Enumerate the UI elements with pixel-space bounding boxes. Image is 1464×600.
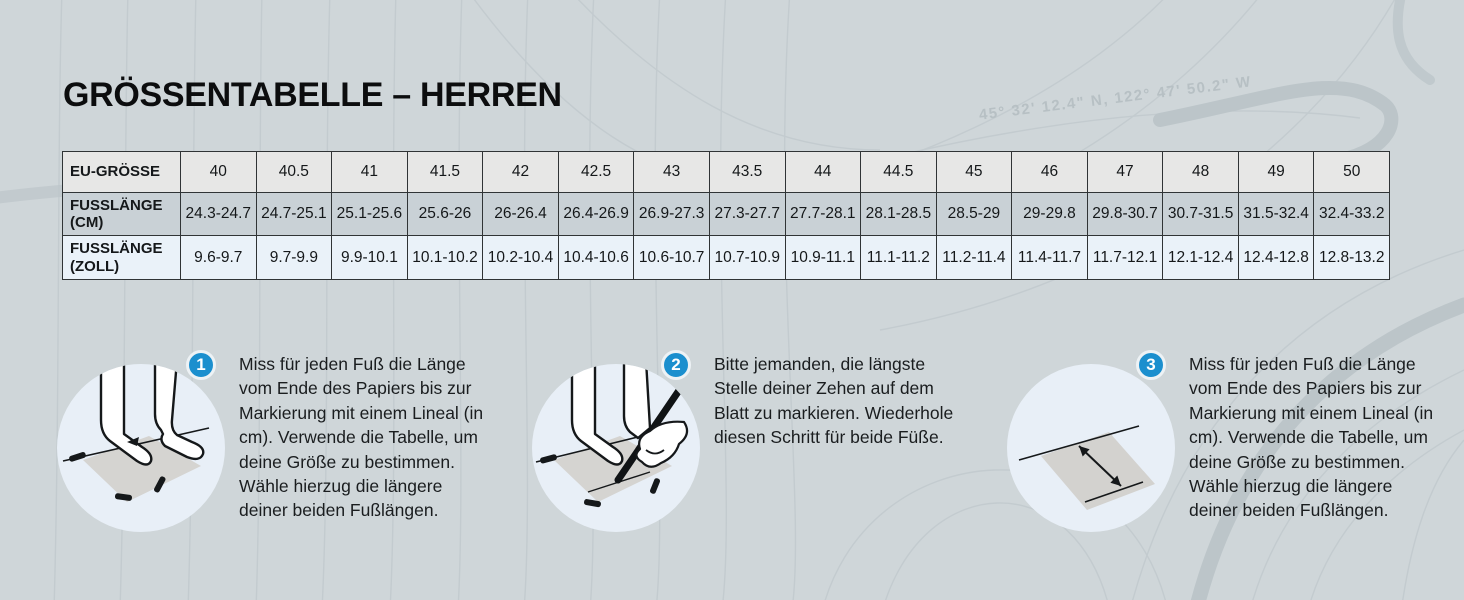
pen-marking-toes-icon: [532, 364, 700, 532]
size-table-cell: 45: [936, 152, 1012, 193]
size-table-cell: 44: [785, 152, 861, 193]
size-table-cell: 26.9-27.3: [634, 193, 710, 236]
size-table-cell: 25.1-25.6: [332, 193, 408, 236]
page-title: GRÖSSENTABELLE – HERREN: [63, 76, 562, 114]
size-table-cell: 29-29.8: [1012, 193, 1088, 236]
size-table-cell: 32.4-33.2: [1314, 193, 1390, 236]
size-table-cell: 26-26.4: [483, 193, 559, 236]
size-table-cell: 24.7-25.1: [256, 193, 332, 236]
step-2-number-badge: 2: [661, 350, 691, 380]
size-table-cell: 10.6-10.7: [634, 236, 710, 280]
size-table-cell: 10.7-10.9: [709, 236, 785, 280]
paper-length-arrow-icon: [1007, 364, 1175, 532]
size-table-cell: 31.5-32.4: [1238, 193, 1314, 236]
size-table-cell: 11.4-11.7: [1012, 236, 1088, 280]
size-table-row-label: FUSSLÄNGE (ZOLL): [63, 236, 181, 280]
size-table-cell: 12.8-13.2: [1314, 236, 1390, 280]
step-1-number-badge: 1: [186, 350, 216, 380]
size-table-cell: 27.7-28.1: [785, 193, 861, 236]
size-table-cell: 41: [332, 152, 408, 193]
feet-on-paper-icon: [57, 364, 225, 532]
step-1: [57, 350, 497, 570]
size-table-cell: 12.4-12.8: [1238, 236, 1314, 280]
step-3-number-badge: 3: [1136, 350, 1166, 380]
size-table-cell: 29.8-30.7: [1087, 193, 1163, 236]
size-table-cell: 50: [1314, 152, 1390, 193]
size-table-cell: 28.5-29: [936, 193, 1012, 236]
step-2: [532, 350, 972, 570]
size-table: [62, 151, 1390, 280]
size-table-row: [63, 193, 1390, 236]
size-table-cell: 46: [1012, 152, 1088, 193]
size-table-cell: 11.2-11.4: [936, 236, 1012, 280]
size-table-cell: 48: [1163, 152, 1239, 193]
size-table-cell: 26.4-26.9: [558, 193, 634, 236]
size-table-cell: 30.7-31.5: [1163, 193, 1239, 236]
size-table-cell: 9.9-10.1: [332, 236, 408, 280]
size-table-cell: 11.7-12.1: [1087, 236, 1163, 280]
size-table-cell: 43.5: [709, 152, 785, 193]
size-table-cell: 44.5: [861, 152, 937, 193]
size-table-cell: 12.1-12.4: [1163, 236, 1239, 280]
size-table-cell: 47: [1087, 152, 1163, 193]
size-table-cell: 9.7-9.9: [256, 236, 332, 280]
size-table-cell: 10.2-10.4: [483, 236, 559, 280]
step-3-text: Miss für jeden Fuß die Länge vom Ende des Papiers bis zur Markierung mit einem Lineal (in cm). Verwende die Tabelle, um deine Größe zu bestimmen. Wähle hierzug die längere deiner beiden Fußlängen.: [1189, 354, 1434, 521]
step-2-text: Bitte jemanden, die längste Stelle deiner Zehen auf dem Blatt zu markieren. Wiederhole diesen Schritt für beide Füße.: [714, 354, 954, 448]
size-table-row-label: FUSSLÄNGE (CM): [63, 193, 181, 236]
size-table-cell: 11.1-11.2: [861, 236, 937, 280]
size-table-cell: 25.6-26: [407, 193, 483, 236]
step-3: [1007, 350, 1447, 570]
step-1-text: Miss für jeden Fuß die Länge vom Ende des Papiers bis zur Markierung mit einem Lineal (in cm). Verwende die Tabelle, um deine Größe zu bestimmen. Wähle hierzug die längere deiner beiden Fußlängen.: [239, 354, 484, 521]
size-table-cell: 42: [483, 152, 559, 193]
size-table-cell: 10.4-10.6: [558, 236, 634, 280]
size-table-cell: 42.5: [558, 152, 634, 193]
size-table-row: [63, 152, 1390, 193]
size-table-cell: 9.6-9.7: [181, 236, 257, 280]
size-table-cell: 40.5: [256, 152, 332, 193]
size-table-cell: 10.1-10.2: [407, 236, 483, 280]
size-table-cell: 27.3-27.7: [709, 193, 785, 236]
size-table-cell: 41.5: [407, 152, 483, 193]
size-table-cell: 43: [634, 152, 710, 193]
size-table-row-label: EU-GRÖSSE: [63, 152, 181, 193]
size-table-cell: 24.3-24.7: [181, 193, 257, 236]
size-table-cell: 49: [1238, 152, 1314, 193]
coordinates-watermark: 45° 32' 12.4" N, 122° 47' 50.2" W: [977, 73, 1253, 124]
size-table-row: [63, 236, 1390, 280]
size-table-cell: 28.1-28.5: [861, 193, 937, 236]
size-table-cell: 40: [181, 152, 257, 193]
size-table-cell: 10.9-11.1: [785, 236, 861, 280]
